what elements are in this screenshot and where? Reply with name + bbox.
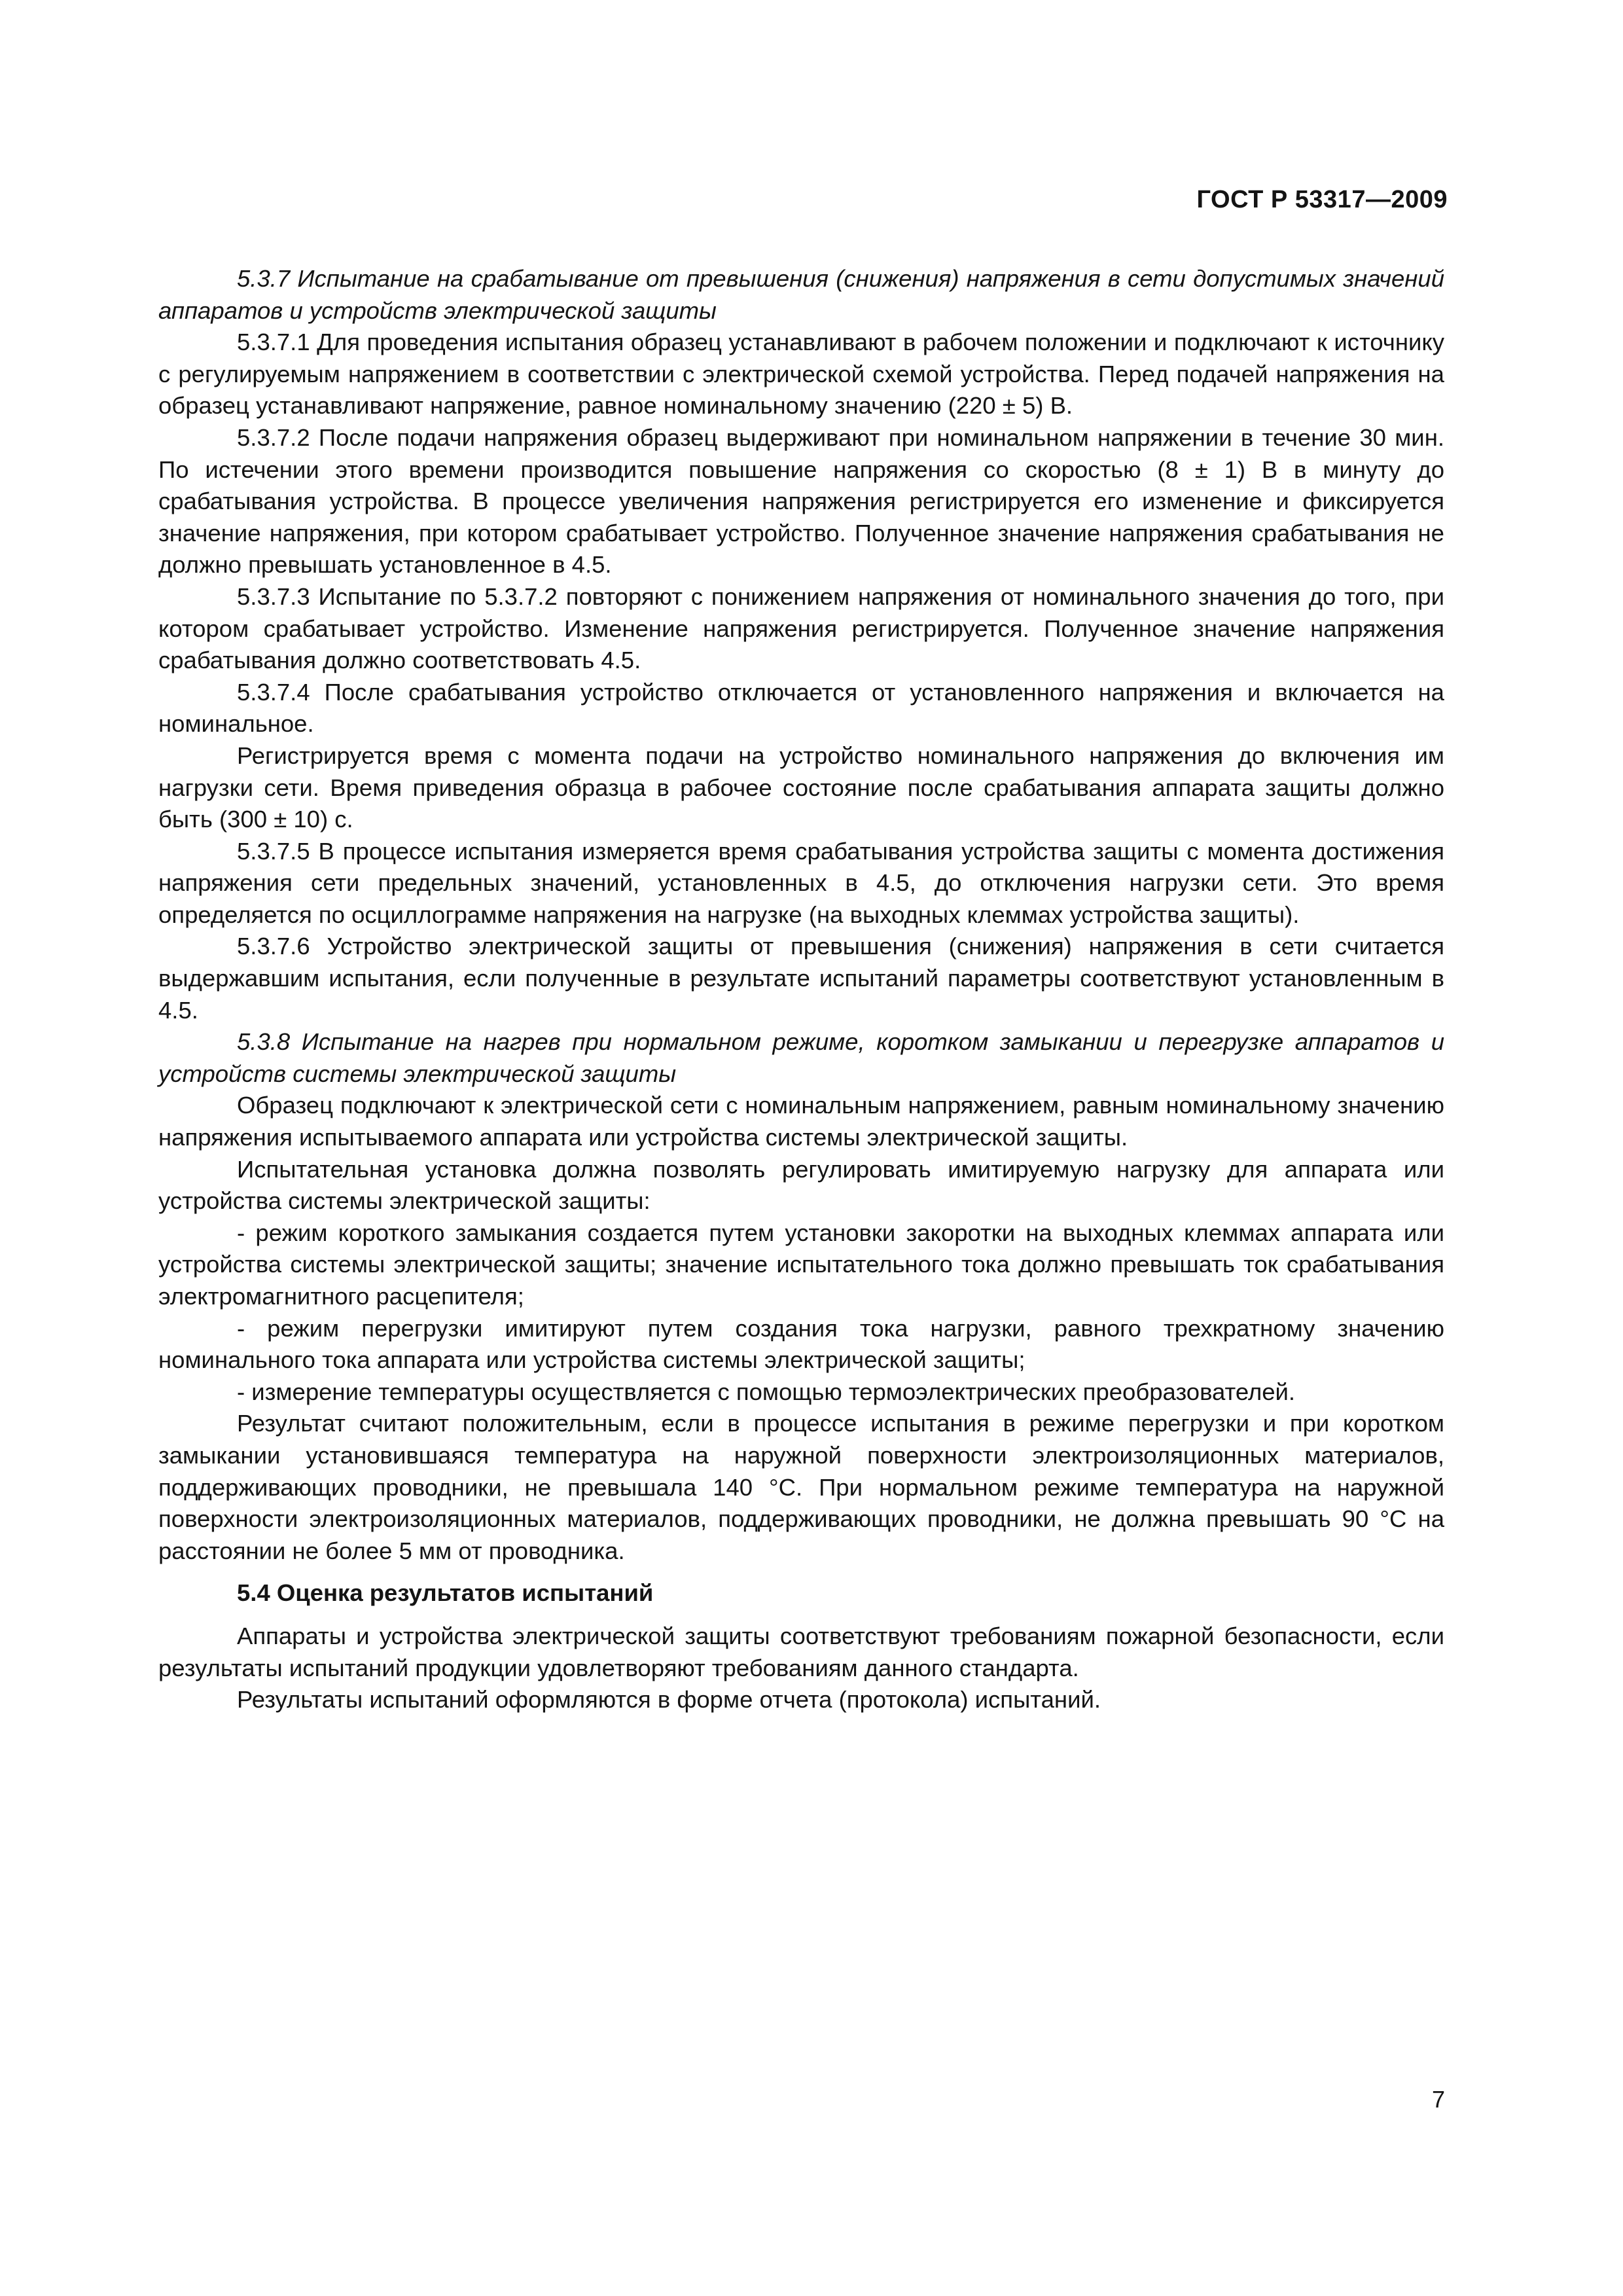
paragraph-sample-connection: Образец подключают к электрической сети с номинальным напряжением, равным номинальному значению напряжения испытываемого аппарата или устройства системы электрической защиты. bbox=[158, 1092, 1444, 1151]
section-title-5-3-7: 5.3.7 Испытание на срабатывание от превышения (снижения) напряжения в сети допустимых значений аппаратов и устройств электрической защиты bbox=[158, 265, 1444, 324]
paragraph-5-3-7-5: 5.3.7.5 В процессе испытания измеряется время срабатывания устройства защиты с момента достижения напряжения сети предельных значений, установленных в 4.5, до отключения нагрузки сети. Это время определяется по осциллограмме напряжения на нагрузке (на выходных клеммах устройства защиты). bbox=[158, 837, 1444, 928]
paragraph-5-3-7-2: 5.3.7.2 После подачи напряжения образец выдерживают при номинальном напряжении в течение 30 мин. По истечении этого времени производится повышение напряжения со скоростью (8 ± 1) В в минуту до срабатывания устройства. В процессе увеличения напряжения регистрируется его изменение и фиксируется значение напряжения, при котором срабатывает устройство. Полученное значение напряжения срабатывания не должно превышать установленное в 4.5. bbox=[158, 423, 1444, 579]
paragraph-result-criteria: Результат считают положительным, если в процессе испытания в режиме перегрузки и при коротком замыкании установившаяся температура на наружной поверхности электроизоляционных материалов, поддерживающих проводники, не превышала 140 °С. При нормальном режиме температура на наружной поверхности электроизоляционных материалов, поддерживающих проводники, не должна превышать 90 °С на расстоянии не более 5 мм от проводника. bbox=[158, 1410, 1444, 1564]
list-item-temperature: - измерение температуры осуществляется с помощью термоэлектрических преобразователей. bbox=[237, 1378, 1296, 1405]
paragraph-5-3-7-6: 5.3.7.6 Устройство электрической защиты от превышения (снижения) напряжения в сети считается выдержавшим испытания, если полученные в результате испытаний параметры соответствуют установленным в 4.5. bbox=[158, 933, 1444, 1024]
document-body bbox=[158, 263, 1444, 1716]
paragraph-test-setup: Испытательная установка должна позволять регулировать имитируемую нагрузку для аппарата или устройства системы электрической защиты: bbox=[158, 1155, 1444, 1215]
paragraph-5-3-7-4: 5.3.7.4 После срабатывания устройство отключается от установленного напряжения и включается на номинальное. bbox=[158, 678, 1444, 738]
document-header-code: ГОСТ Р 53317—2009 bbox=[1196, 186, 1448, 213]
paragraph-5-3-7-3: 5.3.7.3 Испытание по 5.3.7.2 повторяют с понижением напряжения от номинального значения до того, при котором срабатывает устройство. Изменение напряжения регистрируется. Полученное значение напряжения срабатывания должно соответствовать 4.5. bbox=[158, 583, 1444, 674]
paragraph-report: Результаты испытаний оформляются в форме отчета (протокола) испытаний. bbox=[237, 1686, 1101, 1713]
paragraph-compliance: Аппараты и устройства электрической защиты соответствуют требованиям пожарной безопасности, если результаты испытаний продукции удовлетворяют требованиям данного стандарта. bbox=[158, 1622, 1444, 1681]
list-item-overload: - режим перегрузки имитируют путем создания тока нагрузки, равного трехкратному значению номинального тока аппарата или устройства системы электрической защиты; bbox=[158, 1314, 1444, 1374]
heading-5-4: 5.4 Оценка результатов испытаний bbox=[237, 1579, 654, 1607]
list-item-short-circuit: - режим короткого замыкания создается путем установки закоротки на выходных клеммах аппарата или устройства системы электрической защиты; значение испытательного тока должно превышать ток срабатывания электромагнитного расцепителя; bbox=[158, 1219, 1444, 1310]
section-title-5-3-8: 5.3.8 Испытание на нагрев при нормальном режиме, коротком замыкании и перегрузке аппаратов и устройств системы электрической защиты bbox=[158, 1028, 1444, 1087]
paragraph-registration-time: Регистрируется время с момента подачи на устройство номинального напряжения до включения им нагрузки сети. Время приведения образца в рабочее состояние после срабатывания аппарата защиты должно быть (300 ± 10) с. bbox=[158, 742, 1444, 833]
page-number: 7 bbox=[1431, 2086, 1445, 2113]
paragraph-5-3-7-1: 5.3.7.1 Для проведения испытания образец устанавливают в рабочем положении и подключают к источнику с регулируемым напряжением в соответствии с электрической схемой устройства. Перед подачей напряжения на образец устанавливают напряжение, равное номинальному значению (220 ± 5) В. bbox=[158, 329, 1444, 420]
